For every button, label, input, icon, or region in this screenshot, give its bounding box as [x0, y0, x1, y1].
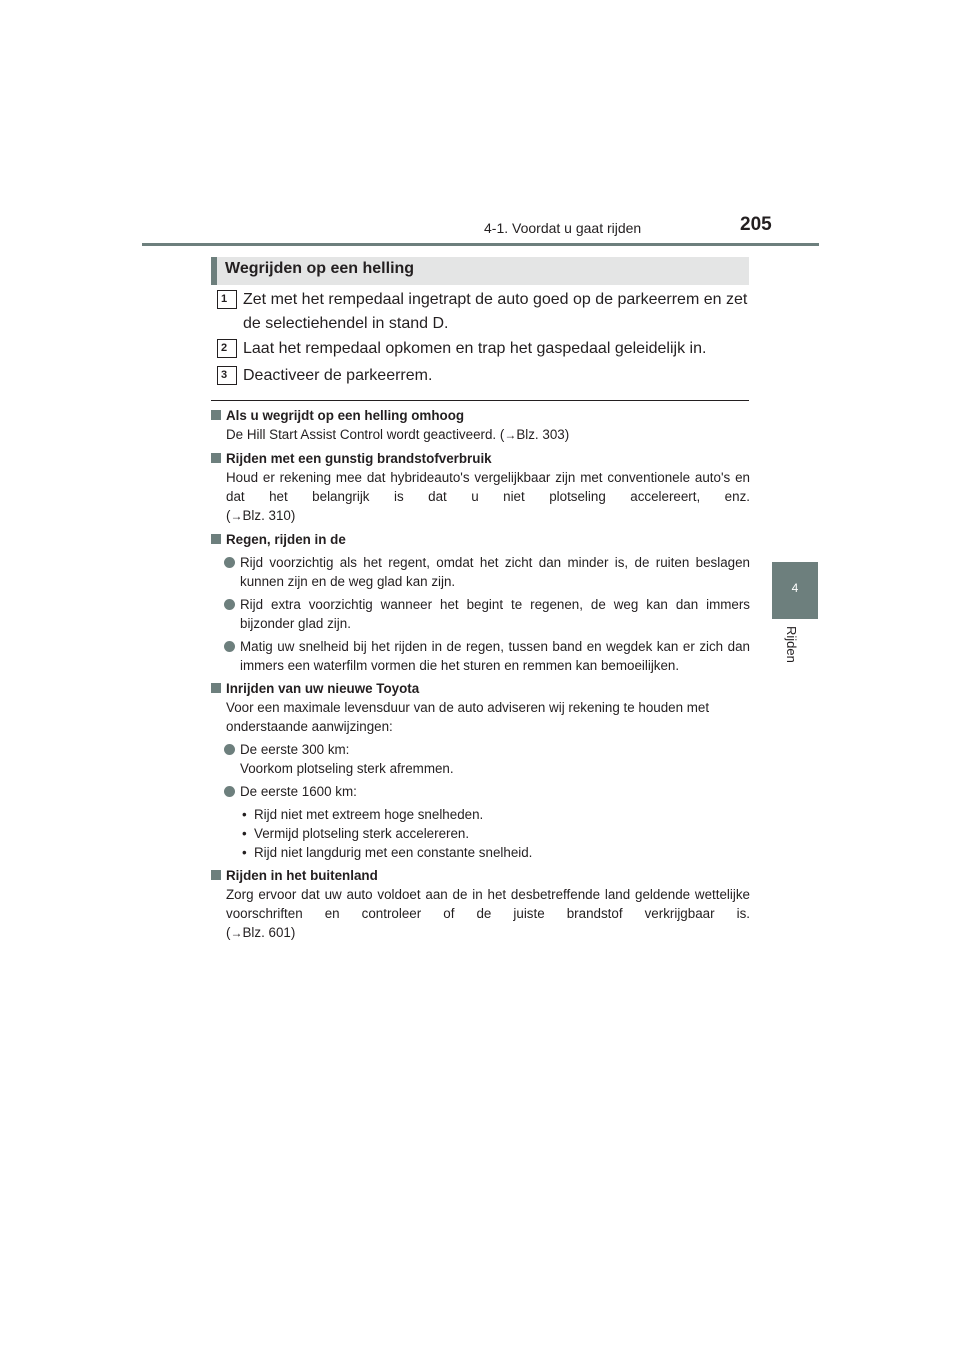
sub-list-item — [210, 843, 750, 862]
chapter-number: 4 — [791, 581, 799, 595]
page-reference[interactable]: Blz. 303) — [516, 427, 570, 442]
chapter-tab — [772, 562, 818, 619]
step-text: Deactiveer de parkeerrem. — [243, 367, 433, 384]
list-item-text: De eerste 1600 km: — [240, 784, 357, 799]
step-number: 1 — [217, 290, 237, 309]
small-bullet-icon: • — [242, 845, 247, 860]
list-item — [210, 740, 750, 778]
note-text: De Hill Start Assist Control wordt geactiveerd. ( — [226, 427, 505, 442]
step-number: 3 — [217, 366, 237, 385]
note-heading — [210, 866, 750, 885]
note-reference — [210, 923, 750, 943]
list-item-text: Rijd voorzichtig als het regent, omdat het zicht dan minder is, de ruiten beslagen kunnen zijn en de weg glad kan zijn. — [240, 555, 750, 589]
circle-bullet-icon — [224, 599, 235, 610]
note-reference — [210, 506, 750, 526]
note-body: Houd er rekening mee dat hybrideauto's vergelijkbaar zijn met conventionele auto's en dat het belangrijk is dat u niet plotseling accelereert, enz. — [226, 470, 750, 504]
list-item-text: Rijd extra voorzichtig wanneer het begint te regenen, de weg kan dan immers bijzonder glad zijn. — [240, 597, 750, 631]
notes-section — [210, 406, 750, 947]
note-body: Zorg ervoor dat uw auto voldoet aan de in het desbetreffende land geldende wettelijke voorschriften en controleer of de juiste brandstof verkrijgbaar is. — [226, 887, 750, 921]
list-item — [210, 637, 750, 675]
square-bullet-icon — [211, 453, 221, 463]
sub-item-text: Rijd niet met extreem hoge snelheden. — [254, 807, 484, 822]
sub-item-text: Rijd niet langdurig met een constante snelheid. — [254, 845, 533, 860]
note-fuel-economy — [210, 449, 750, 526]
step-text: Laat het rempedaal opkomen en trap het gaspedaal geleidelijk in. — [243, 340, 707, 357]
circle-bullet-icon — [224, 641, 235, 652]
small-bullet-icon: • — [242, 826, 247, 841]
sub-list-item — [210, 805, 750, 824]
note-title: Rijden in het buitenland — [226, 868, 378, 883]
note-body: Voor een maximale levensduur van de auto adviseren wij rekening te houden met onderstaande aanwijzingen: — [226, 700, 710, 734]
square-bullet-icon — [211, 683, 221, 693]
note-title: Rijden met een gunstig brandstofverbruik — [226, 451, 492, 466]
circle-bullet-icon — [224, 744, 235, 755]
chapter-label: Rijden — [784, 626, 799, 663]
section-heading: Wegrijden op een helling — [225, 260, 415, 277]
page-reference[interactable]: Blz. 310) — [242, 508, 296, 523]
arrow-right-icon: → — [230, 509, 243, 523]
note-abroad — [210, 866, 750, 943]
step-text: Zet met het rempedaal ingetrapt de auto goed op de parkeerrem en zet de selectiehendel in stand D. — [243, 291, 748, 332]
page-reference[interactable]: Blz. 601) — [242, 925, 296, 940]
note-title: Als u wegrijdt op een helling omhoog — [226, 408, 465, 423]
list-item — [210, 595, 750, 633]
note-heading — [210, 530, 750, 549]
square-bullet-icon — [211, 410, 221, 420]
small-bullet-icon: • — [242, 807, 247, 822]
arrow-right-icon: → — [504, 428, 517, 442]
circle-bullet-icon — [224, 557, 235, 568]
list-item-text: De eerste 300 km: — [240, 742, 350, 757]
note-uphill — [210, 406, 750, 445]
section-title: 4-1. Voordat u gaat rijden — [484, 220, 642, 236]
note-heading — [210, 449, 750, 468]
header-rule — [142, 243, 819, 246]
note-title: Inrijden van uw nieuwe Toyota — [226, 681, 420, 696]
arrow-right-icon: → — [230, 926, 243, 940]
note-heading — [210, 679, 750, 698]
ref-paren: ( — [226, 508, 231, 523]
note-running-in — [210, 679, 750, 862]
sub-list-item — [210, 824, 750, 843]
separator-line — [211, 400, 749, 401]
sub-item-text: Vermijd plotseling sterk accelereren. — [254, 826, 470, 841]
list-item — [210, 782, 750, 801]
list-item-text: Matig uw snelheid bij het rijden in de regen, tussen band en wegdek kan er zich dan immers een waterfilm vormen die het sturen en remmen kan bemoeilijken. — [240, 639, 750, 673]
page-number: 205 — [740, 214, 772, 235]
square-bullet-icon — [211, 870, 221, 880]
square-bullet-icon — [211, 534, 221, 544]
heading-accent — [211, 257, 217, 285]
step-number: 2 — [217, 339, 237, 358]
section-heading-bar — [211, 257, 749, 285]
note-heading — [210, 406, 750, 425]
list-item-text: Voorkom plotseling sterk afremmen. — [240, 761, 454, 776]
note-body — [210, 425, 750, 445]
sub-list — [210, 805, 750, 862]
ref-paren: ( — [226, 925, 231, 940]
list-item — [210, 553, 750, 591]
circle-bullet-icon — [224, 786, 235, 797]
note-title: Regen, rijden in de — [226, 532, 346, 547]
note-rain — [210, 530, 750, 675]
